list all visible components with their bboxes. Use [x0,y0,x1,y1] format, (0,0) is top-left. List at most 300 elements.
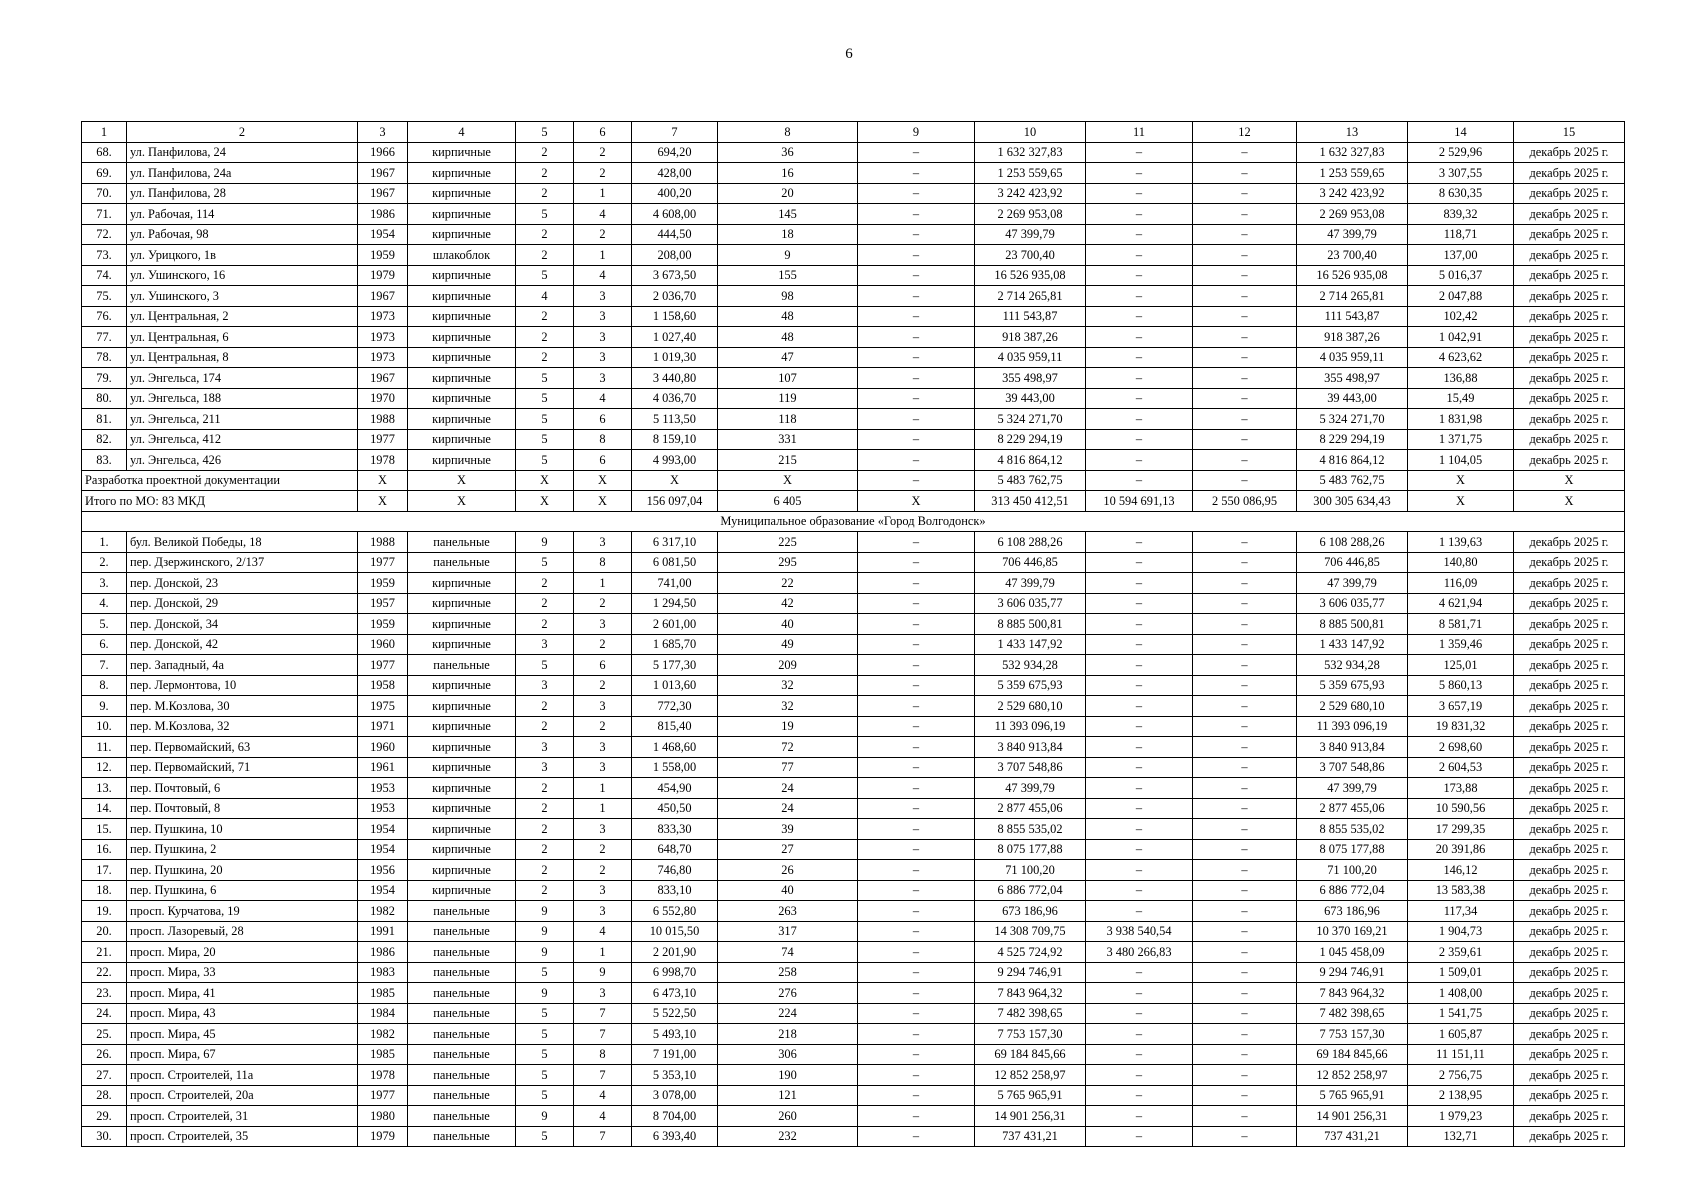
table-cell: декабрь 2025 г. [1514,388,1625,409]
table-cell: – [1193,921,1297,942]
table-cell: – [1086,204,1193,225]
table-cell: ул. Центральная, 8 [127,347,358,368]
table-cell: панельные [408,942,516,963]
table-cell: 673 186,96 [975,901,1086,922]
table-row [82,675,1625,696]
table-cell: – [1086,142,1193,163]
table-cell: – [858,245,975,266]
table-cell: 5 483 762,75 [1297,470,1408,491]
table-cell: 209 [718,655,858,676]
table-row [82,450,1625,471]
table-cell: 300 305 634,43 [1297,491,1408,512]
table-cell: 224 [718,1003,858,1024]
table-cell: 24. [82,1003,127,1024]
table-row [82,327,1625,348]
table-cell: 2 529 680,10 [975,696,1086,717]
table-cell: 10 590,56 [1408,798,1514,819]
table-cell: 8 229 294,19 [1297,429,1408,450]
table-cell: – [1086,716,1193,737]
table-cell: – [1193,655,1297,676]
table-cell: 9 294 746,91 [975,962,1086,983]
table-cell: 8 581,71 [1408,614,1514,635]
table-cell: 12. [82,757,127,778]
table-cell: кирпичные [408,593,516,614]
table-cell: 1975 [358,696,408,717]
table-cell: 24 [718,798,858,819]
table-cell: – [858,839,975,860]
table-cell: 11 151,11 [1408,1044,1514,1065]
table-cell: – [1193,614,1297,635]
table-cell: кирпичные [408,368,516,389]
table-cell: просп. Мира, 67 [127,1044,358,1065]
table-cell: – [1193,839,1297,860]
table-cell: – [1086,327,1193,348]
table-cell: 1956 [358,860,408,881]
table-cell: 1 605,87 [1408,1024,1514,1045]
table-cell: 13. [82,778,127,799]
table-cell: 145 [718,204,858,225]
table-cell: – [1086,429,1193,450]
table-cell: 136,88 [1408,368,1514,389]
table-cell: 26. [82,1044,127,1065]
table-row [82,224,1625,245]
table-cell: кирпичные [408,819,516,840]
table-cell: – [1193,306,1297,327]
table-cell: 39 [718,819,858,840]
table-cell: 1954 [358,880,408,901]
table-cell: 1 139,63 [1408,532,1514,553]
table-cell: – [1086,245,1193,266]
table-cell: X [1408,470,1514,491]
table-cell: 10. [82,716,127,737]
table-cell: 6 393,40 [632,1126,718,1147]
table-cell: 3 242 423,92 [1297,183,1408,204]
table-cell: 22 [718,573,858,594]
table-cell: кирпичные [408,839,516,860]
table-cell: 7 [574,1024,632,1045]
table-cell: 21. [82,942,127,963]
table-cell: 32 [718,696,858,717]
table-row [82,429,1625,450]
table-cell: 132,71 [1408,1126,1514,1147]
table-cell: 40 [718,614,858,635]
table-cell: кирпичные [408,429,516,450]
table-cell: 1967 [358,163,408,184]
table-cell: 3 938 540,54 [1086,921,1193,942]
table-cell: 47 399,79 [1297,573,1408,594]
table-cell: 1985 [358,1044,408,1065]
table-cell: декабрь 2025 г. [1514,675,1625,696]
table-cell: кирпичные [408,204,516,225]
table-cell: 2 047,88 [1408,286,1514,307]
table-cell: 218 [718,1024,858,1045]
table-cell: 1. [82,532,127,553]
table-row [82,1003,1625,1024]
table-cell: – [1193,983,1297,1004]
table-cell: 1 831,98 [1408,409,1514,430]
table-cell: 69. [82,163,127,184]
table-cell: 146,12 [1408,860,1514,881]
table-cell: 9 [718,245,858,266]
table-cell: 7 [574,1065,632,1086]
table-cell: 6. [82,634,127,655]
table-cell: – [1086,388,1193,409]
table-cell: – [858,778,975,799]
table-cell: 706 446,85 [975,552,1086,573]
table-cell: 118,71 [1408,224,1514,245]
table-cell: декабрь 2025 г. [1514,696,1625,717]
table-cell: 1973 [358,327,408,348]
table-row [82,1044,1625,1065]
table-cell: – [858,388,975,409]
table-row [82,245,1625,266]
table-cell: 18. [82,880,127,901]
table-cell: 5 [516,1065,574,1086]
table-cell: 10 [975,122,1086,143]
table-row [82,142,1625,163]
table-cell: декабрь 2025 г. [1514,1065,1625,1086]
table-cell: ул. Панфилова, 24 [127,142,358,163]
table-cell: 3 [574,347,632,368]
table-cell: декабрь 2025 г. [1514,901,1625,922]
table-cell: – [1086,163,1193,184]
table-cell: 1 371,75 [1408,429,1514,450]
table-cell: 20 391,86 [1408,839,1514,860]
table-cell: 2 138,95 [1408,1085,1514,1106]
table-cell: просп. Строителей, 11а [127,1065,358,1086]
table-row [82,819,1625,840]
table-cell: кирпичные [408,798,516,819]
table-cell: 8 075 177,88 [975,839,1086,860]
table-cell: 30. [82,1126,127,1147]
table-cell: 83. [82,450,127,471]
table-row [82,163,1625,184]
table-cell: 25. [82,1024,127,1045]
table-cell: 2 [574,675,632,696]
table-cell: 2 [516,860,574,881]
table-cell: кирпичные [408,880,516,901]
table-cell: – [1193,552,1297,573]
table-cell: 7 191,00 [632,1044,718,1065]
table-cell: – [858,1085,975,1106]
table-row [82,716,1625,737]
table-cell: пер. Пушкина, 10 [127,819,358,840]
table-cell: – [1193,1044,1297,1065]
table-cell: 8 630,35 [1408,183,1514,204]
table-cell: 119 [718,388,858,409]
table-cell: 1 253 559,65 [975,163,1086,184]
table-cell: – [858,675,975,696]
table-cell: кирпичные [408,860,516,881]
table-cell: 1 027,40 [632,327,718,348]
table-cell: – [1086,409,1193,430]
table-cell: Разработка проектной документации [82,470,358,491]
table-cell: X [358,491,408,512]
table-cell: 2 604,53 [1408,757,1514,778]
table-cell: – [858,983,975,1004]
table-cell: декабрь 2025 г. [1514,204,1625,225]
table-cell: 16. [82,839,127,860]
table-cell: – [858,573,975,594]
table-cell: 3 [516,675,574,696]
table-cell: X [718,470,858,491]
table-cell: 32 [718,675,858,696]
table-row [82,593,1625,614]
table-cell: 3 [516,757,574,778]
table-cell: 5 483 762,75 [975,470,1086,491]
table-cell: панельные [408,1065,516,1086]
table-row [82,860,1625,881]
table-cell: 9 [516,921,574,942]
table-cell: – [1086,593,1193,614]
table-cell: 18 [718,224,858,245]
column-number-row [82,122,1625,143]
table-cell: 2 [516,224,574,245]
table-cell: 1 104,05 [1408,450,1514,471]
table-cell: – [1086,183,1193,204]
table-cell: X [516,470,574,491]
table-cell: кирпичные [408,327,516,348]
table-cell: X [574,470,632,491]
table-cell: 10 015,50 [632,921,718,942]
table-cell: – [1193,1065,1297,1086]
table-cell: 2 036,70 [632,286,718,307]
table-cell: декабрь 2025 г. [1514,614,1625,635]
page-number: 6 [845,46,853,62]
table-cell: 6 108 288,26 [975,532,1086,553]
table-cell: 5 016,37 [1408,265,1514,286]
table-cell: 6 [574,409,632,430]
table-cell: – [858,901,975,922]
table-cell: 454,90 [632,778,718,799]
table-cell: 5 324 271,70 [975,409,1086,430]
table-cell: – [858,368,975,389]
table-cell: декабрь 2025 г. [1514,347,1625,368]
table-cell: 2 [574,634,632,655]
table-cell: 1967 [358,183,408,204]
table-cell: кирпичные [408,634,516,655]
table-cell: 4. [82,593,127,614]
table-cell: кирпичные [408,142,516,163]
table-cell: – [1193,634,1297,655]
table-cell: 1979 [358,1126,408,1147]
repair-register-table [81,121,1625,1147]
table-cell: 8 704,00 [632,1106,718,1127]
table-cell: 107 [718,368,858,389]
table-cell: 355 498,97 [1297,368,1408,389]
table-cell: 70. [82,183,127,204]
table-cell: – [858,1106,975,1127]
table-cell: 2 [516,778,574,799]
table-cell: 7 843 964,32 [1297,983,1408,1004]
table-cell: – [1086,614,1193,635]
table-cell: 1982 [358,1024,408,1045]
table-cell: 117,34 [1408,901,1514,922]
table-cell: – [858,860,975,881]
table-row [82,778,1625,799]
table-cell: 1985 [358,983,408,1004]
table-cell: 11 [1086,122,1193,143]
table-cell: 1 433 147,92 [975,634,1086,655]
table-cell: – [1193,716,1297,737]
table-cell: 5 [516,450,574,471]
table-cell: 1954 [358,839,408,860]
table-cell: 1954 [358,819,408,840]
table-cell: 71 100,20 [975,860,1086,881]
table-cell: 2 [574,860,632,881]
table-cell: кирпичные [408,675,516,696]
table-cell: 428,00 [632,163,718,184]
table-cell: 6 473,10 [632,983,718,1004]
table-cell: кирпичные [408,737,516,758]
table-cell: 1 [574,942,632,963]
table-cell: пер. Донской, 34 [127,614,358,635]
table-cell: 2 [516,839,574,860]
table-cell: 7. [82,655,127,676]
table-cell: 4 816 864,12 [1297,450,1408,471]
table-cell: 1 558,00 [632,757,718,778]
table-cell: просп. Мира, 43 [127,1003,358,1024]
table-cell: 5 [516,1044,574,1065]
table-cell: 111 543,87 [1297,306,1408,327]
table-cell: пер. Первомайский, 71 [127,757,358,778]
table-cell: 4 035 959,11 [1297,347,1408,368]
table-cell: 1 [574,573,632,594]
table-cell: 4 993,00 [632,450,718,471]
table-cell: – [1193,1085,1297,1106]
table-cell: 19. [82,901,127,922]
table-cell: X [858,491,975,512]
table-cell: – [858,1024,975,1045]
table-cell: 125,01 [1408,655,1514,676]
table-cell: 2 [574,163,632,184]
table-cell: – [1193,429,1297,450]
table-cell: 1959 [358,245,408,266]
table-cell: – [1086,1024,1193,1045]
table-cell: декабрь 2025 г. [1514,778,1625,799]
table-cell: – [1086,983,1193,1004]
table-cell: декабрь 2025 г. [1514,368,1625,389]
table-cell: ул. Энгельса, 174 [127,368,358,389]
table-cell: 29. [82,1106,127,1127]
table-cell: кирпичные [408,306,516,327]
table-cell: кирпичные [408,347,516,368]
table-row [82,1024,1625,1045]
table-cell: 5 [516,655,574,676]
table-cell: 17 299,35 [1408,819,1514,840]
table-cell: 2 [516,142,574,163]
table-cell: 8 885 500,81 [975,614,1086,635]
table-cell: – [1086,1003,1193,1024]
table-cell: бул. Великой Победы, 18 [127,532,358,553]
table-cell: 82. [82,429,127,450]
table-cell: X [574,491,632,512]
table-row [82,183,1625,204]
table-cell: кирпичные [408,409,516,430]
table-cell: 121 [718,1085,858,1106]
table-cell: 918 387,26 [975,327,1086,348]
table-cell: 9 [516,1106,574,1127]
table-cell: 3 [516,737,574,758]
table-cell: 3 840 913,84 [1297,737,1408,758]
table-cell: – [858,204,975,225]
table-row [82,573,1625,594]
table-cell: – [1193,368,1297,389]
table-cell: ул. Ушинского, 16 [127,265,358,286]
table-cell: – [1086,737,1193,758]
table-cell: – [1193,778,1297,799]
table-cell: просп. Мира, 33 [127,962,358,983]
table-cell: декабрь 2025 г. [1514,593,1625,614]
table-cell: 225 [718,532,858,553]
table-cell: 1978 [358,450,408,471]
table-cell: 8 885 500,81 [1297,614,1408,635]
table-cell: декабрь 2025 г. [1514,1003,1625,1024]
table-row [82,962,1625,983]
table-cell: – [1086,757,1193,778]
table-cell: – [1193,224,1297,245]
table-row [82,614,1625,635]
table-cell: – [1193,1024,1297,1045]
table-cell: 3 840 913,84 [975,737,1086,758]
table-cell: – [1193,757,1297,778]
table-cell: 111 543,87 [975,306,1086,327]
table-cell: – [858,880,975,901]
table-cell: 2 [516,593,574,614]
table-cell: 69 184 845,66 [1297,1044,1408,1065]
table-cell: 2 [516,696,574,717]
table-cell: 77 [718,757,858,778]
table-cell: 4 036,70 [632,388,718,409]
table-cell: – [1086,655,1193,676]
table-cell: 3 606 035,77 [975,593,1086,614]
table-cell: – [1193,450,1297,471]
table-cell: 5 [516,962,574,983]
table-cell: 1986 [358,942,408,963]
table-cell: 260 [718,1106,858,1127]
table-cell: 7 753 157,30 [975,1024,1086,1045]
table-cell: пер. Почтовый, 8 [127,798,358,819]
table-cell: – [1086,962,1193,983]
table-row [82,306,1625,327]
table-cell: 4 525 724,92 [975,942,1086,963]
table-row [82,532,1625,553]
table-cell: декабрь 2025 г. [1514,1024,1625,1045]
table-cell: 7 753 157,30 [1297,1024,1408,1045]
table-cell: кирпичные [408,286,516,307]
table-cell: 2 [516,819,574,840]
table-cell: – [858,224,975,245]
table-cell: 2 269 953,08 [975,204,1086,225]
table-cell: 5 353,10 [632,1065,718,1086]
table-cell: кирпичные [408,573,516,594]
table-cell: 1977 [358,552,408,573]
table-cell: 78. [82,347,127,368]
table-cell: декабрь 2025 г. [1514,1106,1625,1127]
table-cell: 71 100,20 [1297,860,1408,881]
table-cell: 7 [632,122,718,143]
table-cell: 3 [516,634,574,655]
table-cell: 5 [516,265,574,286]
table-cell: ул. Рабочая, 98 [127,224,358,245]
table-row [82,1106,1625,1127]
table-cell: панельные [408,1024,516,1045]
table-row [82,204,1625,225]
table-cell: декабрь 2025 г. [1514,224,1625,245]
table-cell: 400,20 [632,183,718,204]
table-cell: панельные [408,1044,516,1065]
table-cell: ул. Энгельса, 188 [127,388,358,409]
